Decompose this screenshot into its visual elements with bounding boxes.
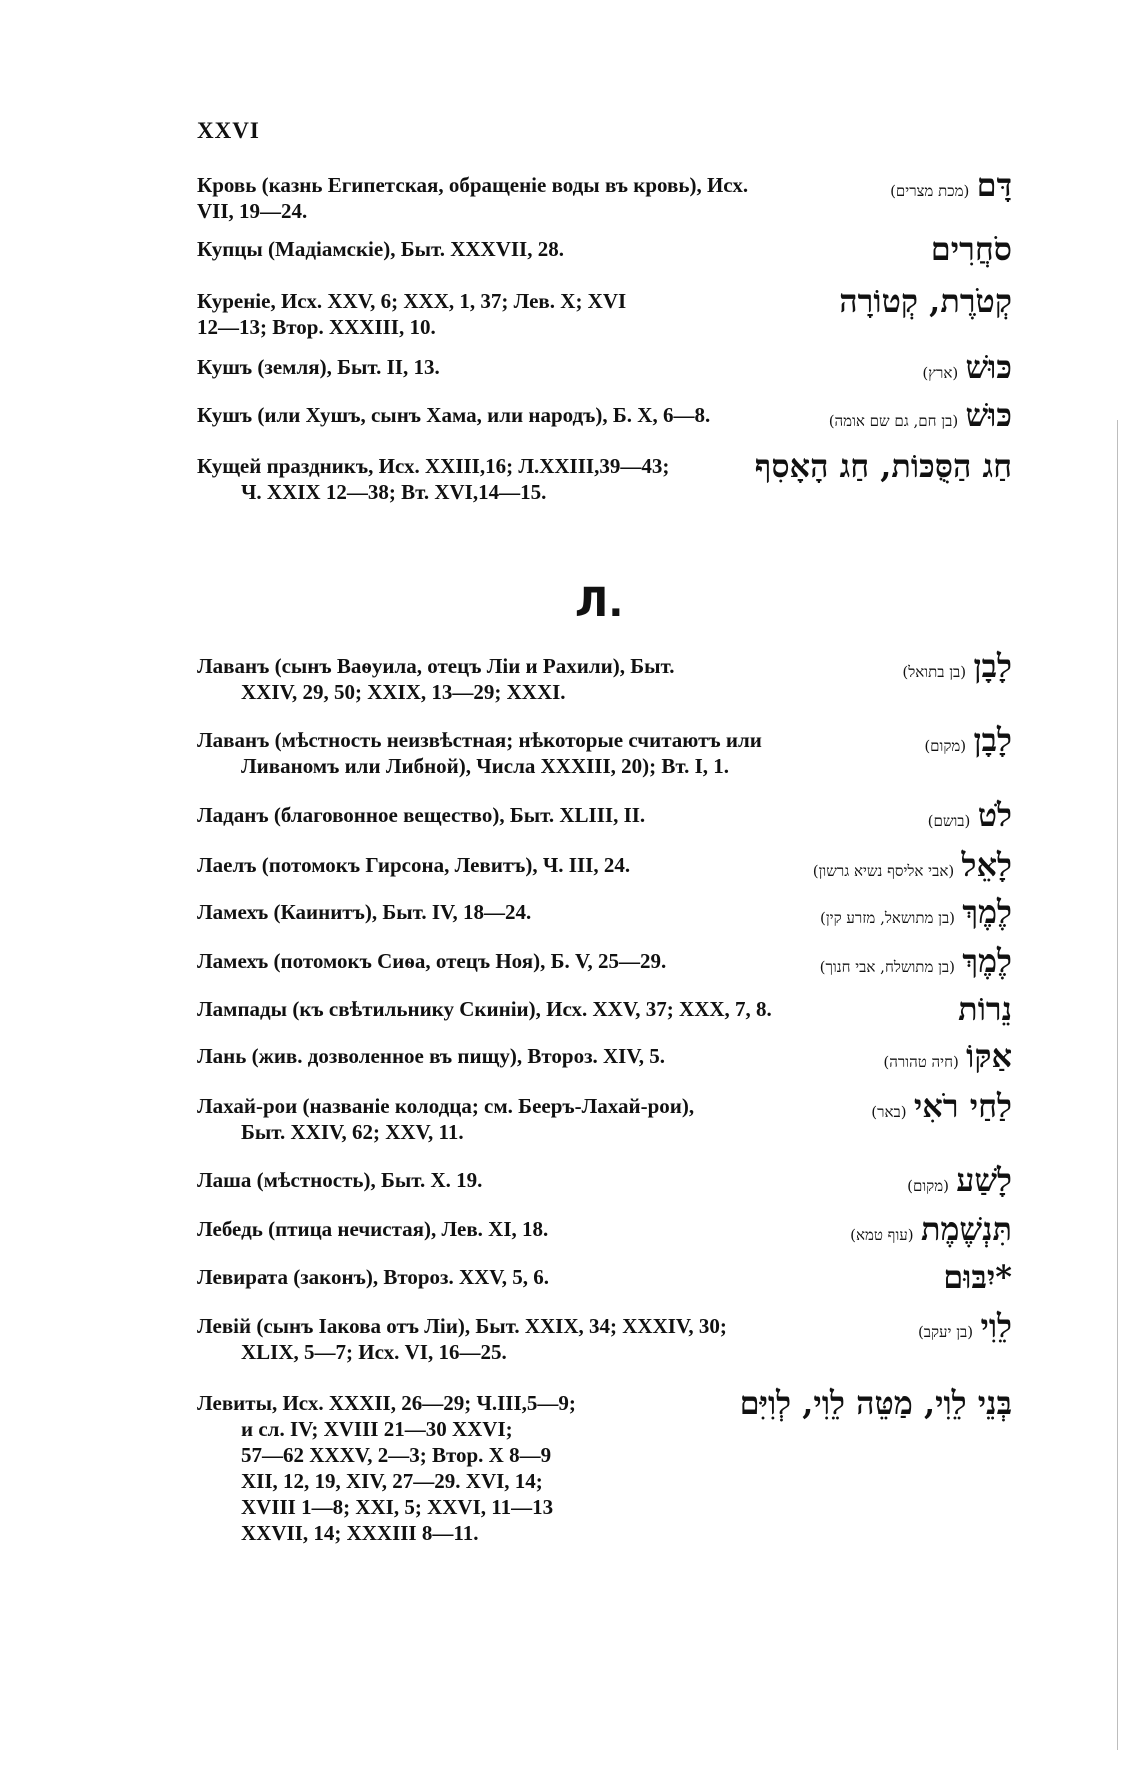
entry-hebrew <box>807 848 1012 888</box>
entry-line: XXVII, 14; XXXIII 8—11. <box>241 1521 479 1545</box>
hebrew-term: כּוּשׁ <box>965 396 1012 434</box>
entry-hebrew <box>865 1089 1012 1129</box>
entry-line: Ламехъ (потомокъ Сиѳа, отецъ Ноя), Б. V, 25—29. <box>197 949 667 973</box>
entry-line: Быт. XXIV, 62; XXV, 11. <box>241 1120 464 1144</box>
hebrew-term: לֶמֶךְ <box>962 893 1012 931</box>
entry-line: Лаванъ (сынъ Ваѳуила, отецъ Ліи и Рахили), Быт. <box>197 654 675 678</box>
entry-line: Ладанъ (благовонное вещество), Быт. XLIII, II. <box>197 803 646 827</box>
entry-line: Лебедь (птица нечистая), Лев. XI, 18. <box>197 1217 549 1241</box>
hebrew-term: בְּנֵי לֵוִי, מַטֵּה לֵוִי, לְוִיִּם <box>739 1384 1012 1422</box>
entry-line: Лань (жив. дозволенное въ пищу), Второз. XIV, 5. <box>197 1044 666 1068</box>
entry-russian <box>197 453 669 505</box>
entry-russian <box>197 236 564 262</box>
entry-russian <box>197 727 762 779</box>
hebrew-term: דָּם <box>976 166 1012 204</box>
entry-line: 12—13; Втор. XXXIII, 10. <box>197 315 436 339</box>
hebrew-term: לֹט <box>977 796 1012 834</box>
entry-russian <box>197 1043 665 1069</box>
entry-russian <box>197 852 630 878</box>
hebrew-note: (בן בתואל) <box>902 663 967 681</box>
hebrew-note: (בן יעקב) <box>917 1323 974 1341</box>
entry-line: XLIX, 5—7; Исх. VI, 16—25. <box>241 1340 507 1364</box>
entry-line: Лаша (мѣстность), Быт. X. 19. <box>197 1168 483 1192</box>
hebrew-term: לַחַי רֹאִי <box>913 1087 1012 1125</box>
hebrew-term: קְטֹרֶת, קְטוֹרָה <box>839 282 1012 320</box>
entry-line: и сл. IV; XVIII 21—30 XXVI; <box>241 1417 513 1441</box>
hebrew-term: לֶמֶךְ <box>962 942 1012 980</box>
hebrew-note: (מקום) <box>924 737 967 755</box>
entry-hebrew <box>952 992 1012 1032</box>
entry-line: 57—62 XXXV, 2—3; Втор. X 8—9 <box>241 1443 552 1467</box>
hebrew-note: (בן חם, גם שם אומה) <box>828 412 959 430</box>
entry-line: Кущей праздникъ, Исх. XXIII,16; Л.XXIII,39—43; <box>197 454 670 478</box>
entry-hebrew <box>877 1039 1012 1079</box>
entry-russian <box>197 1167 482 1193</box>
entry-russian <box>197 948 666 974</box>
entry-russian <box>197 354 440 380</box>
entry-line: XII, 12, 19, XIV, 27—29. XVI, 14; <box>241 1469 543 1493</box>
hebrew-note: (מקום) <box>907 1177 949 1195</box>
hebrew-term: אַקּוֹ <box>966 1037 1012 1075</box>
entry-russian <box>197 996 772 1022</box>
hebrew-term: לָבָן <box>973 647 1012 685</box>
hebrew-term: לָבָן <box>973 721 1012 759</box>
entry-russian <box>197 1216 548 1242</box>
entry-hebrew <box>823 398 1012 438</box>
hebrew-note: (חיה טהורה) <box>883 1053 959 1071</box>
entry-russian <box>197 653 674 705</box>
entry-russian <box>197 288 626 340</box>
entry-hebrew <box>918 723 1012 763</box>
entry-line: Ламехъ (Каинитъ), Быт. IV, 18—24. <box>197 900 532 924</box>
page-number: XXVI <box>197 118 260 143</box>
hebrew-note: (ארץ) <box>922 364 959 382</box>
entry-russian <box>197 172 748 224</box>
entry-russian <box>197 899 531 925</box>
entry-line: Лампады (къ свѣтильнику Скиніи), Исх. XXV, 37; XXX, 7, 8. <box>197 997 772 1021</box>
entry-russian <box>197 1264 549 1290</box>
hebrew-term: סֹחֲרִים <box>930 230 1012 268</box>
hebrew-note: (עוף טמא) <box>850 1226 914 1244</box>
hebrew-term: לָאֵל <box>961 846 1012 884</box>
hebrew-term: לָשַׁע <box>956 1161 1012 1199</box>
entry-hebrew <box>884 168 1012 208</box>
entry-line: Лаванъ (мѣстность неизвѣстная; нѣкоторые считаютъ или <box>197 728 762 752</box>
hebrew-term: *יִבּוּם <box>943 1258 1012 1296</box>
entry-russian <box>197 802 645 828</box>
entry-hebrew <box>749 449 1012 489</box>
hebrew-note: (באר) <box>871 1103 907 1121</box>
entry-hebrew <box>896 649 1012 689</box>
entry-hebrew <box>833 284 1012 324</box>
entry-russian <box>197 402 710 428</box>
entry-hebrew <box>912 1309 1012 1349</box>
entry-hebrew <box>844 1212 1012 1252</box>
hebrew-term: כּוּשׁ <box>965 348 1012 386</box>
entry-hebrew <box>925 232 1012 272</box>
hebrew-note: (מכת מצרים) <box>890 182 970 200</box>
entry-hebrew <box>734 1386 1012 1426</box>
hebrew-note: (אבי אליסף נשיא גרשון) <box>812 862 955 880</box>
entry-line: Левирата (законъ), Второз. XXV, 5, 6. <box>197 1265 550 1289</box>
hebrew-note: (בושם) <box>927 812 971 830</box>
entry-russian <box>197 1390 576 1546</box>
entry-line: Ливаномъ или Либной), Числа XXXIII, 20); Вт. I, 1. <box>241 754 730 778</box>
entry-hebrew <box>814 944 1012 984</box>
entry-hebrew <box>916 350 1012 390</box>
entry-line: Лахай-рои (названіе колодца; см. Бееръ-Лахай-рои), <box>197 1094 695 1118</box>
hebrew-note: (בן מתושאל, מזרע קין) <box>819 909 956 927</box>
hebrew-note: (בן מתושלח, אבי חנוך) <box>819 958 956 976</box>
entry-line: XVIII 1—8; XXI, 5; XXVI, 11—13 <box>241 1495 554 1519</box>
entry-line: Ч. XXIX 12—38; Вт. XVI,14—15. <box>241 480 547 504</box>
entry-line: Лаелъ (потомокъ Гирсона, Левитъ), Ч. III, 24. <box>197 853 631 877</box>
page-edge-rule <box>1117 420 1118 1750</box>
hebrew-term: תִּנְשֶׁמֶת <box>920 1210 1012 1248</box>
entry-hebrew <box>814 895 1012 935</box>
entry-line: Левиты, Исх. XXXII, 26—29; Ч.III,5—9; <box>197 1391 576 1415</box>
entry-russian <box>197 1093 694 1145</box>
entry-line: Кушъ (или Хушъ, сынъ Хама, или народъ), Б. X, 6—8. <box>197 403 711 427</box>
entry-hebrew <box>901 1163 1012 1203</box>
section-letter-heading: Л. <box>575 580 624 626</box>
entry-line: XXIV, 29, 50; XXIX, 13—29; XXXI. <box>241 680 566 704</box>
entry-line: VII, 19—24. <box>197 199 308 223</box>
entry-hebrew <box>937 1260 1012 1300</box>
entry-hebrew <box>922 798 1012 838</box>
entry-line: Кровь (казнь Египетская, обращеніе воды въ кровь), Исх. <box>197 173 749 197</box>
entry-line: Купцы (Мадіамскіе), Быт. XXXVII, 28. <box>197 237 564 261</box>
hebrew-term: חַג הַסֻּכּוֹת, חַג הָאָסִף <box>754 447 1012 485</box>
entry-line: Кушъ (земля), Быт. II, 13. <box>197 355 440 379</box>
entry-line: Левій (сынъ Іакова отъ Ліи), Быт. XXIX, 34; XXXIV, 30; <box>197 1314 727 1338</box>
hebrew-term: נֵרוֹת <box>958 990 1012 1028</box>
hebrew-term: לֵוִי <box>980 1307 1012 1345</box>
entry-russian <box>197 1313 727 1365</box>
entry-line: Куреніе, Исх. XXV, 6; XXX, 1, 37; Лев. X; XVI <box>197 289 627 313</box>
